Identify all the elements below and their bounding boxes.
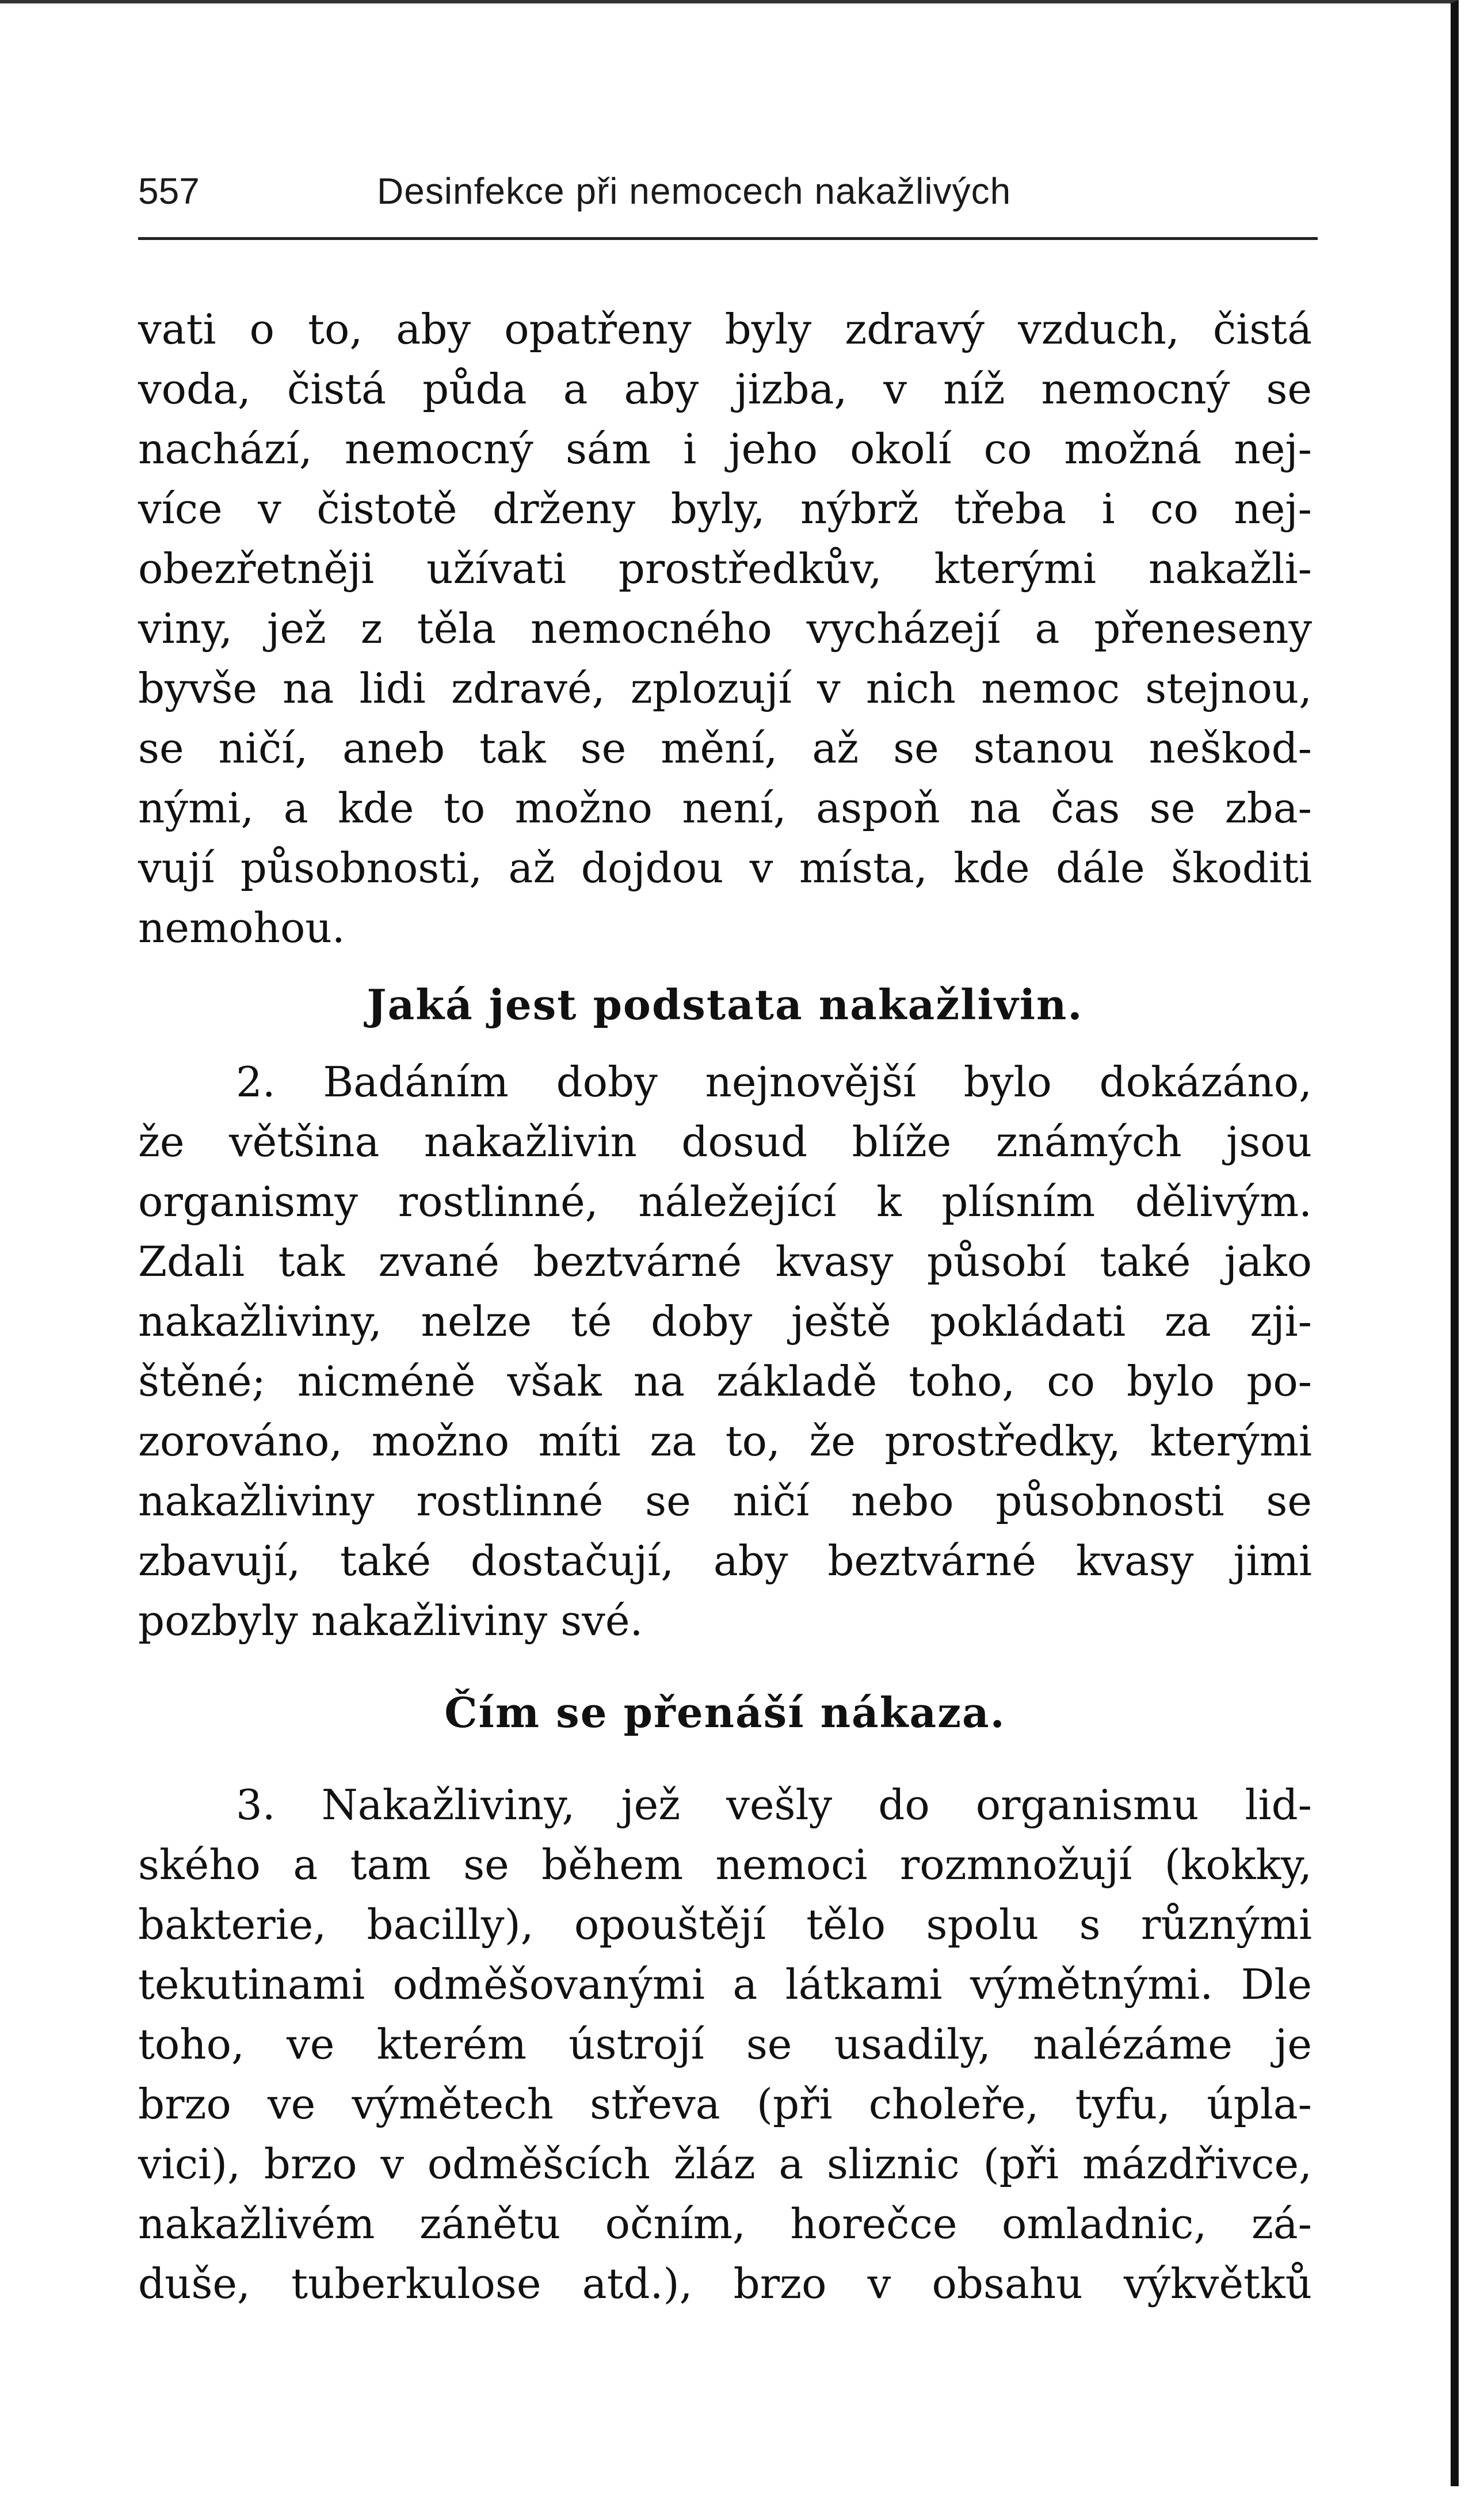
- text-line: se ničí, aneb tak se mění, až se stanou neškod-: [138, 724, 1312, 772]
- text-line: obezřetněji užívati prostředkův, kterými nakažli-: [138, 544, 1312, 593]
- section-heading-2: Čím se přenáší nákaza.: [444, 1688, 1006, 1737]
- body-text: [138, 299, 1312, 2314]
- text-line: byvše na lidi zdravé, zplozují v nich nemoc stejnou,: [138, 664, 1312, 712]
- text-line: viny, jež z těla nemocného vycházejí a přeneseny: [138, 604, 1312, 653]
- text-line: že většina nakažlivin dosud blíže známých jsou: [138, 1118, 1312, 1166]
- text-line: brzo ve výmětech střeva (při choleře, tyfu, úpla-: [138, 2080, 1312, 2128]
- text-line: Zdali tak zvané beztvárné kvasy působí také jako: [138, 1237, 1312, 1286]
- text-line: štěné; nicméně však na základě toho, co bylo po-: [138, 1357, 1312, 1405]
- text-line: 2. Badáním doby nejnovější bylo dokázáno,: [236, 1058, 1312, 1106]
- text-line: ského a tam se během nemoci rozmnožují (kokky,: [138, 1840, 1312, 1889]
- text-line: bakterie, bacilly), opouštějí tělo spolu s různými: [138, 1900, 1312, 1949]
- paragraph-2: [138, 1052, 1312, 1651]
- text-line: tekutinami odměšovanými a látkami výmětnými. Dle: [138, 1960, 1312, 2009]
- text-line: vati o to, aby opatřeny byly zdravý vzduch, čistá: [138, 305, 1312, 353]
- spacer: [138, 1651, 1312, 1683]
- text-line: nakažlivém zánětu očním, horečce omladnic, zá-: [138, 2200, 1312, 2248]
- text-line: více v čistotě drženy byly, nýbrž třeba i co nej-: [138, 485, 1312, 533]
- paragraph-1: [138, 299, 1312, 958]
- text-line: vují působnosti, až dojdou v místa, kde dále škoditi: [138, 844, 1312, 892]
- header-rule: [138, 237, 1318, 240]
- paragraph-3: [138, 1775, 1312, 2314]
- section-heading-1: Jaká jest podstata nakažlivin.: [367, 980, 1084, 1029]
- spacer: [138, 1035, 1312, 1052]
- text-line: zbavují, také dostačují, aby beztvárné kvasy jimi: [138, 1537, 1312, 1585]
- running-title: Desinfekce při nemocech nakažlivých: [377, 170, 1012, 212]
- text-line: organismy rostlinné, náležející k plísním dělivým.: [138, 1177, 1312, 1226]
- text-line: voda, čistá půda a aby jizba, v níž nemocný se: [138, 365, 1312, 413]
- text-line: toho, ve kterém ústrojí se usadily, nalézáme je: [138, 2020, 1312, 2068]
- spacer: [138, 1743, 1312, 1775]
- text-line: zorováno, možno míti za to, že prostředky, kterými: [138, 1417, 1312, 1465]
- text-line: nakažliviny, nelze té doby ještě pokládati za zji-: [138, 1297, 1312, 1346]
- text-line: nými, a kde to možno není, aspoň na čas se zba-: [138, 784, 1312, 832]
- page-number: 557: [138, 170, 200, 212]
- text-line: nemohou.: [138, 904, 345, 952]
- text-line: pozbyly nakažliviny své.: [138, 1596, 643, 1645]
- text-line: duše, tuberkulose atd.), brzo v obsahu výkvětků: [138, 2259, 1312, 2308]
- text-line: nakažliviny rostlinné se ničí nebo působnosti se: [138, 1477, 1312, 1525]
- text-line: nachází, nemocný sám i jeho okolí co možná nej-: [138, 425, 1312, 473]
- text-line: 3. Nakažliviny, jež vešly do organismu lid-: [236, 1781, 1312, 1829]
- page-header: [138, 170, 1312, 227]
- text-line: vici), brzo v odměšcích žláz a sliznic (při mázdřivce,: [138, 2140, 1312, 2188]
- spacer: [138, 958, 1312, 975]
